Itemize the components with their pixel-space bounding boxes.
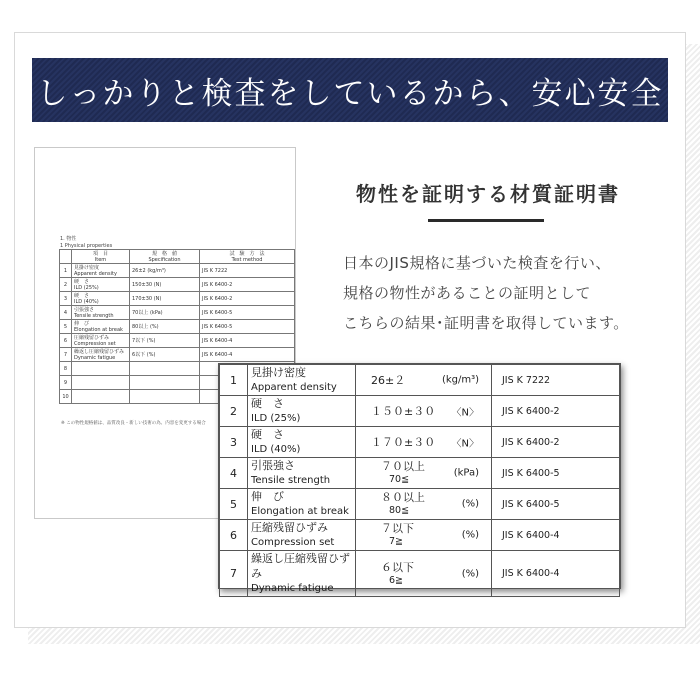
detail-row-spec [356,520,492,551]
doc-row-item-en: ILD (25%) [74,285,99,291]
doc-row-item-jp: 硬 さ [74,279,90,285]
detail-row-item-jp: 伸 び [251,490,284,503]
detail-row-spec-value: ８０以上 [381,491,425,504]
doc-table-header: 項 目 Item 規 格 値 Specification 試 験 方 法 Test method [60,250,295,264]
doc-row-number: 6 [60,334,72,348]
detail-table-row [220,427,620,458]
detail-row-spec-value: ６以下 [381,560,414,574]
doc-row-item-en: Dynamic fatigue [74,355,116,361]
doc-row-spec [130,264,200,278]
detail-row-item-en: Tensile strength [251,475,331,486]
doc-row-test: JIS K 6400-5 [200,320,295,334]
detail-row-spec-minimum: 7≧ [389,536,404,547]
doc-table-row [60,264,295,278]
doc-note: ※ この物性規格値は、品質改良・新しい技術の為、内容を変更する場合 [61,421,206,426]
doc-row-spec-unit: (kPa) [149,310,163,316]
detail-row-test: JIS K 6400-4 [492,520,620,551]
detail-row-spec [356,396,492,427]
doc-row-number: 9 [60,376,72,390]
detail-row-spec-value: １５０±３０ [371,405,436,418]
doc-row-item [72,320,130,334]
detail-row-spec-unit: (%) [461,529,479,541]
detail-row-spec-minimum: 70≦ [389,474,410,485]
doc-row-item-jp: 圧縮残留ひずみ [74,335,110,341]
detail-row-item [248,365,356,396]
doc-row-test: JIS K 6400-4 [200,348,295,362]
detail-row-item [248,396,356,427]
detail-table-row [220,365,620,396]
detail-row-test: JIS K 7222 [492,365,620,396]
doc-row-item [72,306,130,320]
doc-row-spec [130,320,200,334]
detail-row-item-en: Dynamic fatigue [251,583,334,594]
detail-row-spec-minimum: 6≧ [389,574,404,586]
doc-row-empty [130,362,200,376]
detail-row-spec-unit: 〈N〉 [451,438,479,450]
detail-row-item-jp: 硬 さ [251,428,284,441]
doc-row-test: JIS K 7222 [200,264,295,278]
detail-row-item [248,489,356,520]
detail-row-test: JIS K 6400-4 [492,551,620,597]
detail-row-spec-unit: 〈N〉 [451,407,479,419]
doc-row-spec-value: 6以下 [132,352,146,358]
doc-row-spec [130,292,200,306]
detail-row-spec-minimum: 80≦ [389,505,410,516]
detail-row-test: JIS K 6400-2 [492,396,620,427]
doc-row-test: JIS K 6400-2 [200,278,295,292]
doc-row-number: 7 [60,348,72,362]
detail-row-spec [356,458,492,489]
title-banner [32,58,668,122]
doc-row-number: 5 [60,320,72,334]
doc-row-spec-value: 170±30 [132,295,153,302]
doc-table-row [60,320,295,334]
doc-row-test: JIS K 6400-5 [200,306,295,320]
doc-row-test: JIS K 6400-2 [200,292,295,306]
doc-row-item [72,292,130,306]
doc-row-empty [72,376,130,390]
detail-row-item [248,520,356,551]
doc-row-item-en: ILD (40%) [74,299,99,305]
doc-section-heading: 1. 物性 1 Physical properties [60,236,113,249]
doc-row-spec-value: 26±2 [132,267,146,274]
doc-row-item [72,348,130,362]
detail-table-row [220,520,620,551]
description-line: こちらの結果･証明書を取得しています。 [343,314,629,332]
detail-row-spec-value: １７０±３０ [371,436,436,449]
doc-table-row [60,278,295,292]
detail-row-item-jp: 繰返し圧縮残留ひずみ [251,552,350,580]
doc-row-spec [130,278,200,292]
detail-row-item-en: ILD (40%) [251,444,301,455]
doc-row-spec [130,348,200,362]
doc-row-item-jp: 引張強さ [74,307,95,313]
detail-row-item [248,551,356,597]
detail-row-number: 6 [220,520,248,551]
detail-row-item-en: Elongation at break [251,506,349,517]
doc-row-item-jp: 見掛け密度 [74,265,100,271]
detail-table [219,364,620,597]
doc-row-spec-value: 70以上 [132,310,149,316]
doc-row-spec-unit: (N) [153,295,162,302]
detail-row-spec-unit: (kg/m³) [441,374,479,386]
doc-row-spec-value: 7以下 [132,338,146,344]
detail-row-item-en: ILD (25%) [251,413,301,424]
detail-row-item-en: Compression set [251,537,335,548]
detail-row-number: 1 [220,365,248,396]
detail-table-card [218,363,621,594]
doc-row-spec-unit: (N) [153,281,162,288]
detail-row-number: 4 [220,458,248,489]
doc-row-item-en: Apparent density [74,271,117,277]
doc-row-item-jp: 伸 び [74,321,90,327]
description-line: 規格の物性があることの証明として [343,284,592,302]
doc-table-row [60,348,295,362]
detail-row-item [248,427,356,458]
doc-row-spec-unit: (kg/m³) [147,267,166,274]
doc-row-number: 10 [60,390,72,404]
doc-row-spec-unit: (%) [146,352,156,358]
doc-row-empty [72,362,130,376]
doc-row-spec-unit: (%) [146,338,156,344]
detail-row-item-jp: 圧縮残留ひずみ [251,521,328,534]
doc-row-number: 3 [60,292,72,306]
banner-title: しっかりと検査をしているから、安心安全 [36,75,664,112]
heading-underline [428,219,544,222]
doc-row-empty [72,390,130,404]
doc-row-number: 8 [60,362,72,376]
description [343,248,673,338]
detail-row-spec-unit: (%) [461,498,479,510]
description-line: 日本のJIS規格に基づいた検査を行い、 [343,254,611,272]
detail-table-row [220,396,620,427]
detail-table-row [220,551,620,597]
doc-row-spec-value: 80以上 [132,324,149,330]
detail-row-number: 7 [220,551,248,597]
doc-row-item [72,278,130,292]
doc-row-spec [130,306,200,320]
doc-row-spec-unit: (%) [149,324,159,330]
doc-row-item [72,334,130,348]
detail-row-number: 5 [220,489,248,520]
doc-row-spec [130,334,200,348]
detail-row-spec-value: ７以下 [381,522,414,535]
doc-row-item-en: Compression set [74,341,116,347]
detail-row-spec [356,365,492,396]
detail-row-number: 3 [220,427,248,458]
detail-row-item-jp: 見掛け密度 [251,366,306,379]
detail-row-test: JIS K 6400-5 [492,458,620,489]
doc-table-row [60,334,295,348]
doc-table-row [60,292,295,306]
doc-row-item-en: Elongation at break [74,327,123,333]
doc-row-item-en: Tensile strength [74,313,114,319]
detail-row-spec-unit: (kPa) [453,467,479,479]
doc-row-item-jp: 硬 さ [74,293,90,299]
doc-row-spec-value: 150±30 [132,281,153,288]
doc-row-number: 1 [60,264,72,278]
detail-table-row [220,458,620,489]
doc-row-empty [130,376,200,390]
detail-row-spec [356,427,492,458]
detail-row-test: JIS K 6400-2 [492,427,620,458]
detail-row-item-en: Apparent density [251,382,337,393]
doc-row-number: 2 [60,278,72,292]
detail-row-item [248,458,356,489]
doc-row-item-jp: 繰返し圧縮残留ひずみ [74,349,125,355]
doc-row-empty [130,390,200,404]
detail-row-spec-value: 26±２ [371,374,406,387]
detail-row-spec-value: ７０以上 [381,460,425,473]
doc-row-number: 4 [60,306,72,320]
detail-row-number: 2 [220,396,248,427]
detail-row-item-jp: 硬 さ [251,397,284,410]
detail-row-spec [356,551,492,597]
detail-row-spec-unit: (%) [461,568,479,579]
doc-table-row [60,306,295,320]
doc-row-test: JIS K 6400-4 [200,334,295,348]
detail-row-item-jp: 引張強さ [251,459,295,472]
section-heading: 物性を証明する材質証明書 [356,182,620,206]
detail-row-test: JIS K 6400-5 [492,489,620,520]
detail-row-spec [356,489,492,520]
doc-row-item [72,264,130,278]
detail-table-row [220,489,620,520]
